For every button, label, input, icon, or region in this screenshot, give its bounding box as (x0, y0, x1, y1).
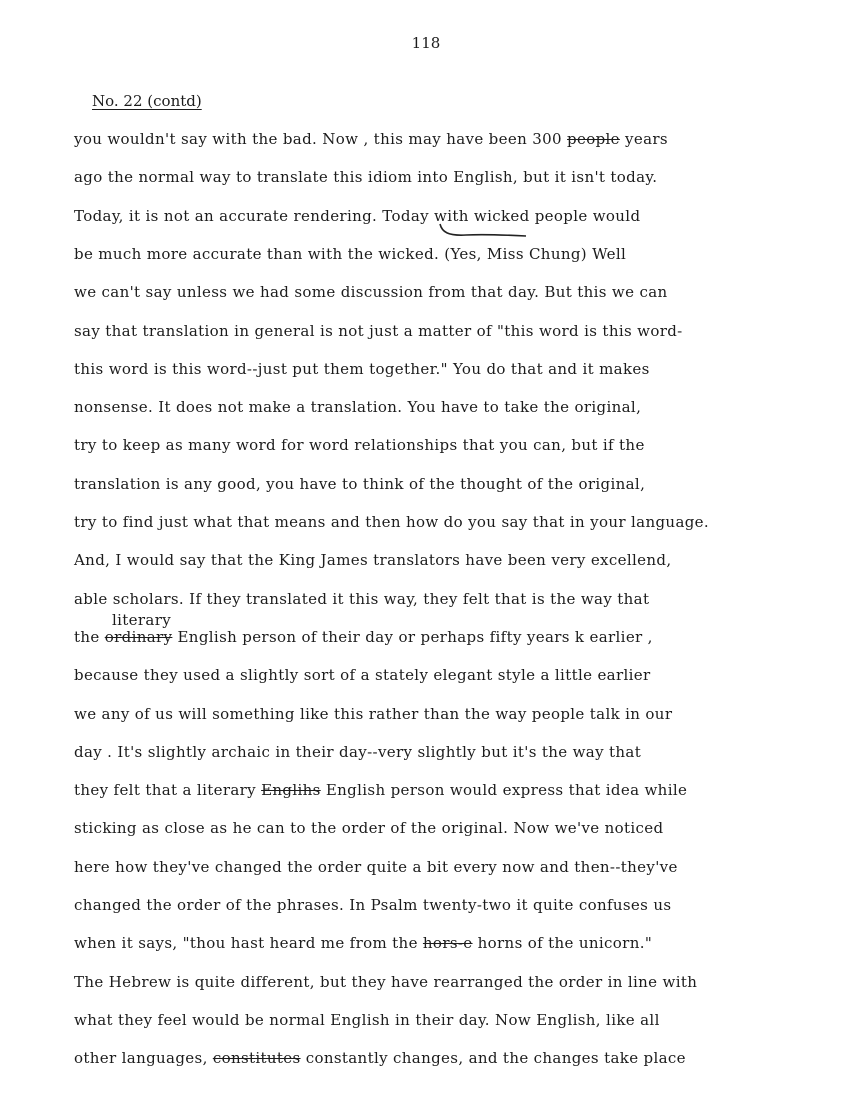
text-line (74, 168, 657, 186)
text-segment: this word is this word--just put them together." You do that and it makes (74, 359, 650, 378)
text-segment: because they used a slightly sort of a stately elegant style a little earlier (74, 666, 651, 685)
text-line (74, 551, 671, 569)
text-segment: try to keep as many word for word relationships that you can, but if the (74, 436, 645, 455)
text-line (74, 245, 626, 263)
text-segment: day . It's slightly archaic in their day--very slightly but it's the way that (74, 742, 642, 761)
text-segment: the (74, 627, 105, 646)
text-segment: be much more accurate than with the wicked. (Yes, Miss Chung) Well (74, 244, 627, 263)
text-segment: here how they've changed the order quite a bit every now and then--they've (74, 857, 678, 876)
text-line (74, 360, 650, 378)
text-segment: what they feel would be normal English in their day. Now English, like all (74, 1010, 660, 1029)
text-line (74, 130, 668, 148)
text-line (74, 896, 671, 914)
text-line (74, 513, 709, 531)
text-segment: we can't say unless we had some discussion from that day. But this we can (74, 283, 668, 302)
text-segment: ago the normal way to translate this idiom into English, but it isn't today. (74, 168, 658, 187)
text-segment: English person would express that idea while (320, 781, 688, 800)
text-line (74, 858, 678, 876)
text-line (74, 1011, 660, 1029)
text-segment: horns of the unicorn." (472, 934, 653, 953)
text-line (74, 819, 663, 837)
text-line (74, 398, 641, 416)
text-segment: constantly changes, and the changes take place (300, 1049, 686, 1068)
text-line (74, 628, 653, 646)
text-segment: sticking as close as he can to the order of the original. Now we've noticed (74, 819, 664, 838)
text-line (74, 283, 668, 301)
text-segment: when it says, "thou hast heard me from the (74, 934, 423, 953)
section-heading: No. 22 (contd) (92, 92, 202, 110)
text-segment: try to find just what that means and then how do you say that in your language. (74, 513, 710, 531)
struck-text: people (567, 130, 620, 148)
text-segment: years (619, 130, 668, 148)
handwritten-insertion: literary (112, 611, 172, 629)
text-segment: changed the order of the phrases. In Psalm twenty-two it quite confuses us (74, 896, 672, 914)
text-line (74, 781, 687, 799)
text-segment: translation is any good, you have to think of the thought of the original, (74, 474, 646, 493)
text-line (74, 973, 697, 991)
text-line (74, 705, 672, 723)
text-segment: we any of us will something like this rather than the way people talk in our (74, 704, 673, 723)
text-line (74, 207, 640, 225)
text-segment: And, I would say that the King James translators have been very excellend, (74, 551, 672, 570)
text-line (74, 475, 645, 493)
text-segment: able scholars. If they translated it this way, they felt that is the way that (74, 589, 650, 608)
text-segment: they felt that a literary (74, 781, 262, 800)
text-line (74, 436, 645, 454)
text-line (74, 322, 683, 340)
text-line (74, 743, 641, 761)
text-line (74, 1049, 686, 1067)
text-segment: Today, it is not an accurate rendering. Today with wicked people would (74, 206, 641, 225)
text-segment: English person of their day or perhaps fifty years k earlier , (172, 627, 653, 646)
text-segment: The Hebrew is quite different, but they have rearranged the order in line with (74, 972, 698, 991)
text-segment: you wouldn't say with the bad. Now , this may have been 300 (74, 130, 568, 148)
page-number: 118 (411, 34, 441, 52)
struck-text: Englihs (261, 781, 321, 800)
text-segment: other languages, (74, 1049, 213, 1068)
struck-text: hors-e (422, 934, 473, 953)
text-segment: nonsense. It does not make a translation. You have to take the original, (74, 398, 642, 417)
struck-text: constitutes (212, 1049, 301, 1068)
text-line (74, 934, 652, 952)
text-line (74, 666, 651, 684)
struck-text: ordinary (104, 627, 173, 646)
text-line (74, 590, 649, 608)
text-segment: say that translation in general is not just a matter of "this word is this word- (74, 321, 683, 340)
